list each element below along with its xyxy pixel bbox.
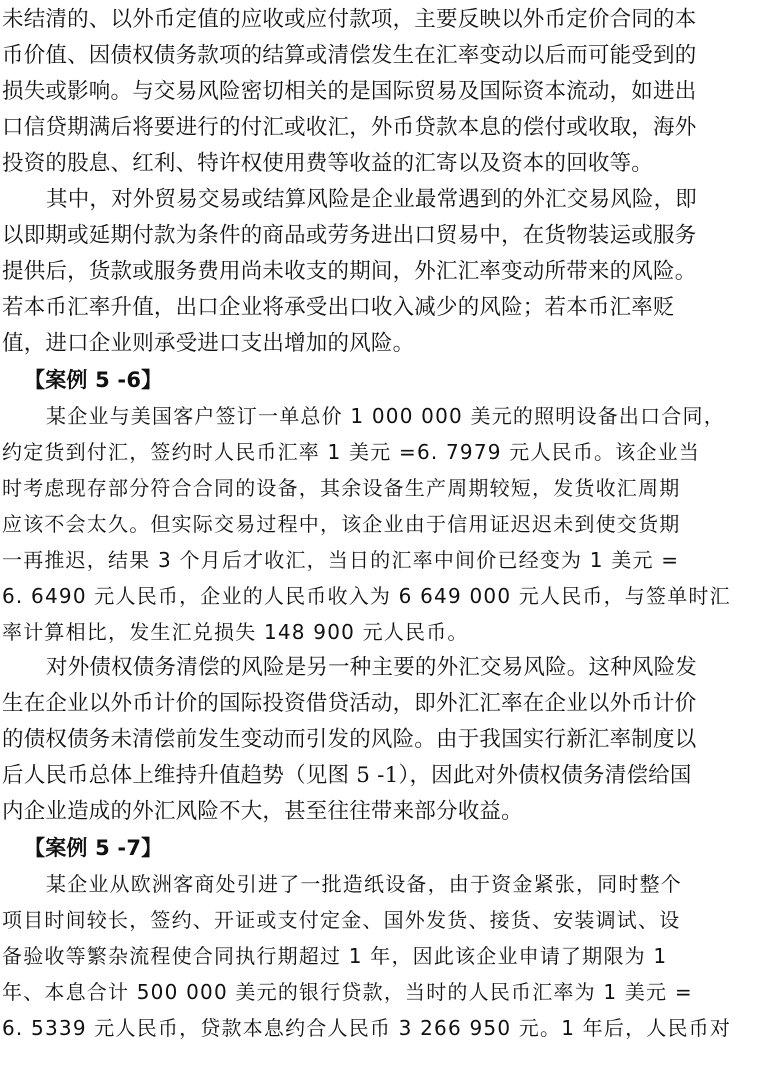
paragraph-2-line-4: 若本币汇率升值，出口企业将承受出口收入减少的风险；若本币汇率贬	[2, 295, 675, 320]
paragraph-3-line-5: 内企业造成的外汇风险不大，甚至往往带来部分收益。	[2, 799, 523, 824]
paragraph-2-line-3: 提供后，货款或服务费用尚未收支的期间，外汇汇率变动所带来的风险。	[2, 259, 697, 284]
paragraph-2-line-5: 值，进口企业则承受进口支出增加的风险。	[2, 331, 415, 356]
case-5-6-line-4: 应该不会太久。但实际交易过程中，该企业由于信用证迟迟未到使交货期	[2, 512, 681, 536]
case-5-7-line-4: 年、本息合计 500 000 美元的银行贷款，当时的人民币汇率为 1 美元 =	[2, 980, 693, 1004]
paragraph-1-line-2: 币价值、因债权债务款项的结算或清偿发生在汇率变动以后而可能受到的	[2, 43, 697, 68]
case-5-6-line-2: 约定货到付汇，签约时人民币汇率 1 美元 =6. 7979 元人民币。该企业当	[2, 440, 701, 464]
paragraph-3-line-3: 的债权债务未清偿前发生变动而引发的风险。由于我国实行新汇率制度以	[2, 727, 697, 752]
paragraph-1-line-4: 口信贷期满后将要进行的付汇或收汇，外币贷款本息的偿付或收取，海外	[2, 115, 697, 140]
paragraph-1-line-5: 投资的股息、红利、特许权使用费等收益的汇寄以及资本的回收等。	[2, 151, 654, 176]
case-5-7-title: 【案例 5 -7】	[24, 836, 163, 860]
paragraph-1-line-3: 损失或影响。与交易风险密切相关的是国际贸易及国际资本流动，如进出	[2, 79, 697, 104]
case-5-7-line-2: 项目时间较长，签约、开证或支付定金、国外发货、接货、安装调试、设	[2, 908, 681, 932]
paragraph-3-line-4: 后人民币总体上维持升值趋势（见图 5 -1），因此对外债权债务清偿给国	[2, 763, 692, 788]
paragraph-2-line-1: 其中，对外贸易交易或结算风险是企业最常遇到的外汇交易风险，即	[46, 187, 698, 212]
case-5-6-line-5: 一再推迟，结果 3 个月后才收汇，当日的汇率中间价已经变为 1 美元 =	[2, 548, 680, 572]
case-5-6-line-1: 某企业与美国客户签订一单总价 1 000 000 美元的照明设备出口合同，	[46, 404, 725, 428]
case-5-6-line-7: 率计算相比，发生汇兑损失 148 900 元人民币。	[2, 620, 469, 644]
paragraph-3-line-1: 对外债权债务清偿的风险是另一种主要的外汇交易风险。这种风险发	[46, 655, 698, 680]
case-5-6-title: 【案例 5 -6】	[24, 368, 163, 392]
paragraph-1-line-1: 未结清的、以外币定值的应收或应付款项，主要反映以外币定价合同的本	[2, 7, 697, 32]
case-5-7-line-1: 某企业从欧洲客商处引进了一批造纸设备，由于资金紧张，同时整个	[46, 872, 682, 896]
case-5-6-line-3: 时考虑现存部分符合合同的设备，其余设备生产周期较短，发货收汇周期	[2, 476, 681, 500]
case-5-6-line-6: 6. 6490 元人民币，企业的人民币收入为 6 649 000 元人民币，与签单时汇	[2, 584, 731, 608]
paragraph-3-line-2: 生在企业以外币计价的国际投资借贷活动，即外汇汇率在企业以外币计价	[2, 691, 697, 716]
case-5-7-line-3: 备验收等繁杂流程使合同执行期超过 1 年，因此该企业申请了期限为 1	[2, 944, 668, 968]
case-5-7-line-5: 6. 5339 元人民币，贷款本息约合人民币 3 266 950 元。1 年后，人民币对	[2, 1016, 732, 1040]
paragraph-2-line-2: 以即期或延期付款为条件的商品或劳务进出口贸易中，在货物装运或服务	[2, 223, 697, 248]
